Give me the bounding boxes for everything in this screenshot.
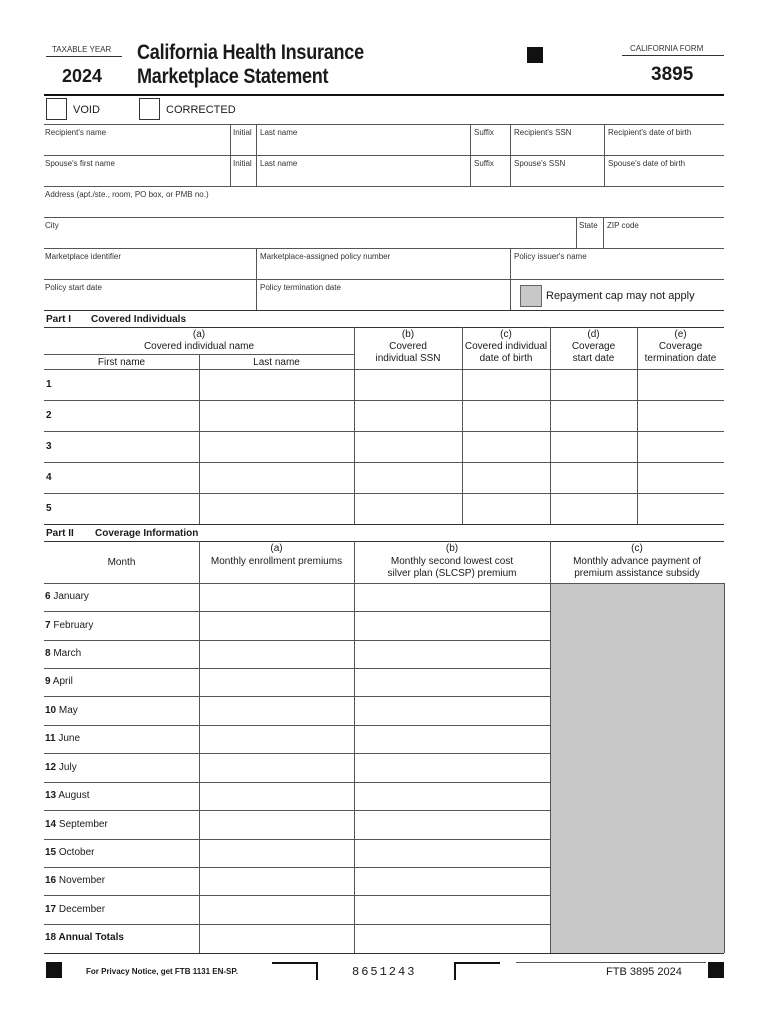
policy-termination-field[interactable] xyxy=(257,292,509,309)
suffix-label: Suffix xyxy=(474,128,494,137)
address-label: Address (apt./ste., room, PO box, or PMB no.) xyxy=(45,190,209,199)
footer-corner-mark-left xyxy=(272,962,318,980)
repayment-cap-label: Repayment cap may not apply xyxy=(546,290,695,302)
part2-col-c-l2: premium assistance subsidy xyxy=(574,568,700,579)
void-label: VOID xyxy=(73,104,100,116)
policy-start-field[interactable] xyxy=(45,292,255,309)
part2-col-c-letter: (c) xyxy=(631,543,643,554)
advance-payment-shaded-area xyxy=(550,583,725,953)
part1-col-c-l2: date of birth xyxy=(479,353,533,364)
recipient-name-label: Recipient's name xyxy=(45,128,107,137)
part1-col-b-l1: Covered xyxy=(389,341,427,352)
spouse-last-name-label: Last name xyxy=(260,159,298,168)
month-row-april: 9 April xyxy=(45,676,73,687)
spouse-first-name-field[interactable] xyxy=(45,168,229,185)
spouse-first-name-label: Spouse's first name xyxy=(45,159,116,168)
part1-row-5-number: 5 xyxy=(46,503,52,514)
part1-col-b-letter: (b) xyxy=(401,329,415,340)
spouse-ssn-field[interactable] xyxy=(511,168,603,185)
part1-col-d-letter: (d) xyxy=(587,329,600,340)
part2-title: Coverage Information xyxy=(95,528,199,539)
policy-number-field[interactable] xyxy=(257,261,509,278)
spouse-dob-field[interactable] xyxy=(605,168,723,185)
month-row-december: 17 December xyxy=(45,904,106,915)
part2-col-a-title: Monthly enrollment premiums xyxy=(210,556,343,567)
zip-field[interactable] xyxy=(604,230,723,247)
spouse-suffix-label: Suffix xyxy=(474,159,494,168)
policy-termination-label: Policy termination date xyxy=(260,283,341,292)
form-title-line2: Marketplace Statement xyxy=(137,65,329,88)
month-row-november: 16 November xyxy=(45,875,106,886)
california-form-label: CALIFORNIA FORM xyxy=(630,44,704,53)
part2-col-b-l2: silver plan (SLCSP) premium xyxy=(387,568,517,579)
spouse-initial-field[interactable] xyxy=(231,168,255,185)
month-row-february: 7 February xyxy=(45,620,94,631)
policy-start-label: Policy start date xyxy=(45,283,102,292)
recipient-ssn-field[interactable] xyxy=(511,137,603,154)
registration-mark xyxy=(527,47,543,63)
spouse-dob-label: Spouse's date of birth xyxy=(608,159,686,168)
part2-month-header: Month xyxy=(107,557,136,568)
part2-col-b-letter: (b) xyxy=(445,543,459,554)
form-id-footer: FTB 3895 2024 xyxy=(606,966,682,978)
recipient-initial-field[interactable] xyxy=(231,137,255,154)
spouse-initial-label: Initial xyxy=(233,159,252,168)
part1-last-name-header: Last name xyxy=(253,357,300,368)
initial-label: Initial xyxy=(233,128,252,137)
policy-number-label: Marketplace-assigned policy number xyxy=(260,252,391,261)
issuer-name-label: Policy issuer's name xyxy=(514,252,587,261)
month-row-june: 11 June xyxy=(45,733,81,744)
part2-col-b-l1: Monthly second lowest cost xyxy=(390,556,514,567)
spouse-suffix-field[interactable] xyxy=(471,168,509,185)
month-row-july: 12 July xyxy=(45,762,77,773)
marketplace-id-label: Marketplace identifier xyxy=(45,252,122,261)
month-row-march: 8 March xyxy=(45,648,82,659)
zip-label: ZIP code xyxy=(607,221,639,230)
footer-corner-mark-right xyxy=(454,962,500,980)
part2-col-c-l1: Monthly advance payment of xyxy=(573,556,701,567)
corrected-label: CORRECTED xyxy=(166,104,236,116)
void-checkbox[interactable] xyxy=(46,98,67,120)
part1-col-e-letter: (e) xyxy=(674,329,687,340)
part1-col-a-title: Covered individual name xyxy=(143,341,255,352)
part1-col-d-l2: start date xyxy=(572,353,615,364)
spouse-ssn-label: Spouse's SSN xyxy=(514,159,566,168)
part1-row-2-number: 2 xyxy=(46,410,52,421)
recipient-name-field[interactable] xyxy=(45,137,229,154)
part1-row-1-number: 1 xyxy=(46,379,52,390)
privacy-notice: For Privacy Notice, get FTB 1131 EN-SP. xyxy=(86,967,238,976)
recipient-ssn-label: Recipient's SSN xyxy=(514,128,572,137)
part1-col-e-l2: termination date xyxy=(644,353,717,364)
part1-col-a-letter: (a) xyxy=(192,329,206,340)
part1-label: Part I xyxy=(46,314,72,325)
footer-registration-mark-right xyxy=(708,962,724,978)
part2-col-a-letter: (a) xyxy=(270,543,283,554)
part1-title: Covered Individuals xyxy=(91,314,187,325)
repayment-cap-checkbox[interactable] xyxy=(520,285,542,307)
address-field[interactable] xyxy=(45,199,723,216)
month-row-october: 15 October xyxy=(45,847,95,858)
recipient-dob-label: Recipient's date of birth xyxy=(608,128,692,137)
form-barcode-number: 8651243 xyxy=(352,965,417,979)
state-label: State xyxy=(579,221,598,230)
marketplace-id-field[interactable] xyxy=(45,261,255,278)
spouse-last-name-field[interactable] xyxy=(257,168,469,185)
part1-col-d-l1: Coverage xyxy=(571,341,616,352)
last-name-label: Last name xyxy=(260,128,298,137)
recipient-suffix-field[interactable] xyxy=(471,137,509,154)
tax-year: 2024 xyxy=(62,66,103,86)
month-row-annual-totals: 18 Annual Totals xyxy=(45,932,124,943)
recipient-last-name-field[interactable] xyxy=(257,137,469,154)
part1-col-e-l1: Coverage xyxy=(658,341,703,352)
part1-row-3-number: 3 xyxy=(46,441,52,452)
issuer-name-field[interactable] xyxy=(511,261,723,278)
footer-registration-mark-left xyxy=(46,962,62,978)
month-row-january: 6 January xyxy=(45,591,89,602)
part2-label: Part II xyxy=(46,528,74,539)
taxable-year-label: TAXABLE YEAR xyxy=(52,45,112,54)
part1-col-b-l2: individual SSN xyxy=(375,353,441,364)
month-row-may: 10 May xyxy=(45,705,78,716)
form-title-line1: California Health Insurance xyxy=(137,41,364,64)
part1-first-name-header: First name xyxy=(97,357,146,368)
month-row-august: 13 August xyxy=(45,790,90,801)
part1-col-c-letter: (c) xyxy=(500,329,512,340)
city-label: City xyxy=(45,221,59,230)
form-number: 3895 xyxy=(651,64,694,85)
part1-col-c-l1: Covered individual xyxy=(464,341,548,352)
state-field[interactable] xyxy=(577,230,602,247)
part1-row-4-number: 4 xyxy=(46,472,52,483)
city-field[interactable] xyxy=(45,230,575,247)
recipient-dob-field[interactable] xyxy=(605,137,723,154)
corrected-checkbox[interactable] xyxy=(139,98,160,120)
month-row-september: 14 September xyxy=(45,819,108,830)
